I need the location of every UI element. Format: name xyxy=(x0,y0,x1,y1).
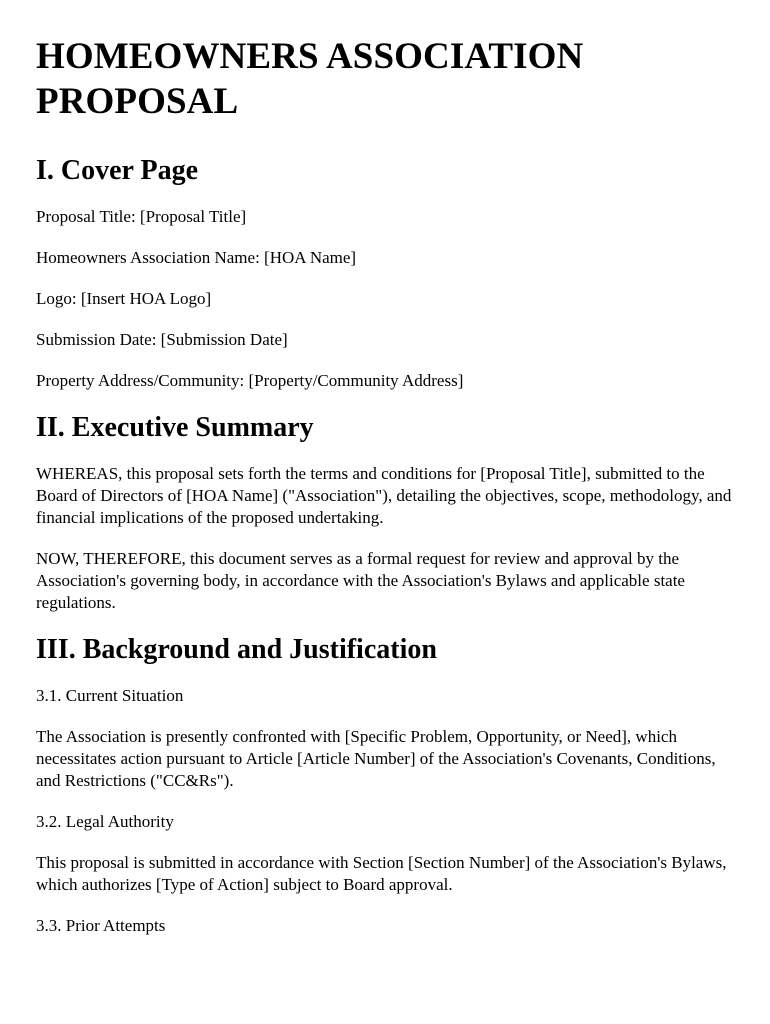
section-heading: II. Executive Summary xyxy=(36,412,314,443)
section-heading: III. Background and Justification xyxy=(36,634,437,665)
paragraph-legal-authority: This proposal is submitted in accordance with Section [Section Number] of the Association's Bylaws, which authorizes [Type of Action] subject to Board approval. xyxy=(36,853,727,894)
subsection-label-current-situation: 3.1. Current Situation xyxy=(36,686,184,705)
subsection-label-legal-authority: 3.2. Legal Authority xyxy=(36,812,174,831)
section-cover-page xyxy=(36,154,734,392)
field-submission-date: Submission Date: [Submission Date] xyxy=(36,330,288,349)
subsection-label-prior-attempts: 3.3. Prior Attempts xyxy=(36,916,166,935)
paragraph-now-therefore: NOW, THEREFORE, this document serves as a formal request for review and approval by the Association's governing body, in accordance with the Association's Bylaws and applicable state regulations. xyxy=(36,549,685,612)
section-executive-summary xyxy=(36,411,734,614)
field-property-address: Property Address/Community: [Property/Community Address] xyxy=(36,371,464,390)
paragraph-whereas: WHEREAS, this proposal sets forth the terms and conditions for [Proposal Title], submitted to the Board of Directors of [HOA Name] ("Association"), detailing the objectives, scope, methodology, and financial implications of the proposed undertaking. xyxy=(36,464,732,527)
field-hoa-name: Homeowners Association Name: [HOA Name] xyxy=(36,248,357,267)
section-background xyxy=(36,633,734,937)
document-title: HOMEOWNERS ASSOCIATION PROPOSAL xyxy=(36,36,584,122)
field-logo: Logo: [Insert HOA Logo] xyxy=(36,289,212,308)
section-heading: I. Cover Page xyxy=(36,155,198,186)
field-proposal-title: Proposal Title: [Proposal Title] xyxy=(36,207,247,226)
paragraph-current-situation: The Association is presently confronted with [Specific Problem, Opportunity, or Need], which necessitates action pursuant to Article [Article Number] of the Association's Covenants, Conditions, and Restrictions ("CC&Rs"). xyxy=(36,727,716,790)
